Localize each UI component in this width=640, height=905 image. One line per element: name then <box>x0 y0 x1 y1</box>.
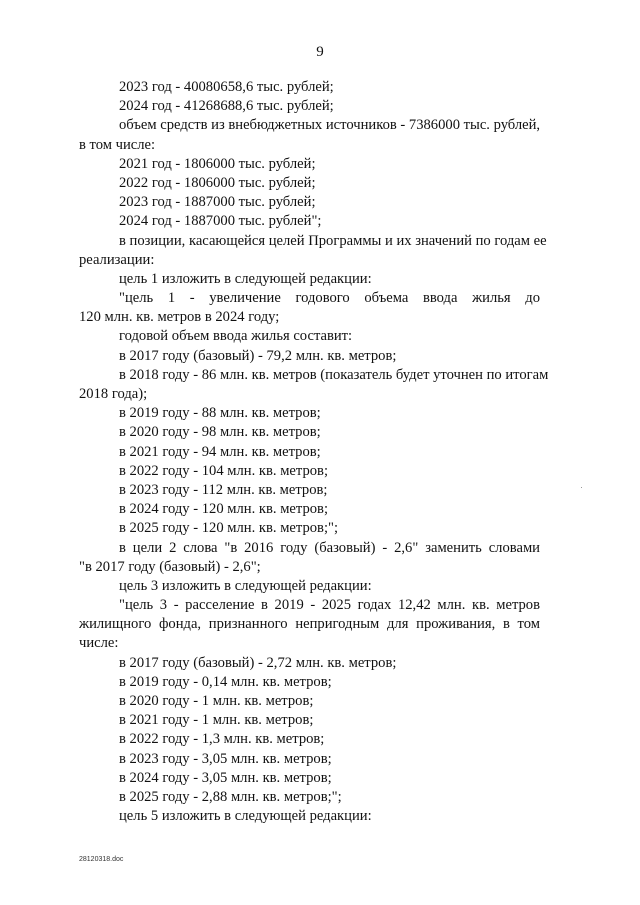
text-line: 2024 год - 1887000 тыс. рублей"; <box>119 213 322 230</box>
text-line: 120 млн. кв. метров в 2024 году; <box>79 309 280 326</box>
text-line: в позиции, касающейся целей Программы и их значений по годам ее <box>119 232 547 249</box>
text-line: реализации: <box>79 251 155 268</box>
text-line: в 2018 году - 86 млн. кв. метров (показатель будет уточнен по итогам <box>119 366 549 383</box>
text-line: в 2019 году - 0,14 млн. кв. метров; <box>119 673 332 690</box>
text-line: в 2025 году - 120 млн. кв. метров;"; <box>119 520 339 537</box>
text-line: в цели 2 слова "в 2016 году (базовый) - 2,6" заменить словами <box>119 539 540 556</box>
text-line: 2023 год - 40080658,6 тыс. рублей; <box>119 79 334 95</box>
text-line: в том числе: <box>79 136 156 153</box>
text-line: цель 3 изложить в следующей редакции: <box>119 577 372 594</box>
text-line: цель 5 изложить в следующей редакции: <box>119 808 372 825</box>
text-line: жилищного фонда, признанного непригодным для проживания, в том <box>79 616 540 633</box>
text-line: 2023 год - 1887000 тыс. рублей; <box>119 194 316 211</box>
text-line: в 2021 году - 1 млн. кв. метров; <box>119 712 314 729</box>
text-line: в 2017 году (базовый) - 79,2 млн. кв. метров; <box>119 347 397 364</box>
text-line: годовой объем ввода жилья составит: <box>119 328 353 345</box>
document-body <box>79 78 549 826</box>
footer-filename: 28120318.doc <box>79 856 124 863</box>
text-line: объем средств из внебюджетных источников - 7386000 тыс. рублей, <box>119 117 541 134</box>
scan-speck <box>581 487 582 488</box>
page-number: 9 <box>316 44 324 60</box>
text-line: "в 2017 году (базовый) - 2,6"; <box>79 558 261 575</box>
text-line: в 2025 году - 2,88 млн. кв. метров;"; <box>119 788 342 805</box>
text-line: в 2017 году (базовый) - 2,72 млн. кв. метров; <box>119 654 397 671</box>
text-line: в 2024 году - 120 млн. кв. метров; <box>119 501 329 518</box>
text-line: 2021 год - 1806000 тыс. рублей; <box>119 155 316 172</box>
text-line: в 2022 году - 1,3 млн. кв. метров; <box>119 731 325 748</box>
text-line: "цель 3 - расселение в 2019 - 2025 годах 12,42 млн. кв. метров <box>119 597 540 614</box>
text-line: 2022 год - 1806000 тыс. рублей; <box>119 174 316 191</box>
text-line: в 2020 году - 1 млн. кв. метров; <box>119 693 314 709</box>
text-line: "цель 1 - увеличение годового объема ввода жилья до <box>119 290 540 307</box>
text-line: 2024 год - 41268688,6 тыс. рублей; <box>119 98 334 115</box>
text-line: в 2020 году - 98 млн. кв. метров; <box>119 424 321 441</box>
text-line: в 2023 году - 112 млн. кв. метров; <box>119 481 328 498</box>
text-line: в 2019 году - 88 млн. кв. метров; <box>119 405 321 422</box>
text-line: в 2022 году - 104 млн. кв. метров; <box>119 462 329 479</box>
text-line: в 2024 году - 3,05 млн. кв. метров; <box>119 769 332 786</box>
text-line: в 2021 году - 94 млн. кв. метров; <box>119 443 321 460</box>
text-line: 2018 года); <box>79 386 148 402</box>
text-line: в 2023 году - 3,05 млн. кв. метров; <box>119 750 332 767</box>
text-line: цель 1 изложить в следующей редакции: <box>119 270 372 287</box>
text-line: числе: <box>79 635 119 652</box>
